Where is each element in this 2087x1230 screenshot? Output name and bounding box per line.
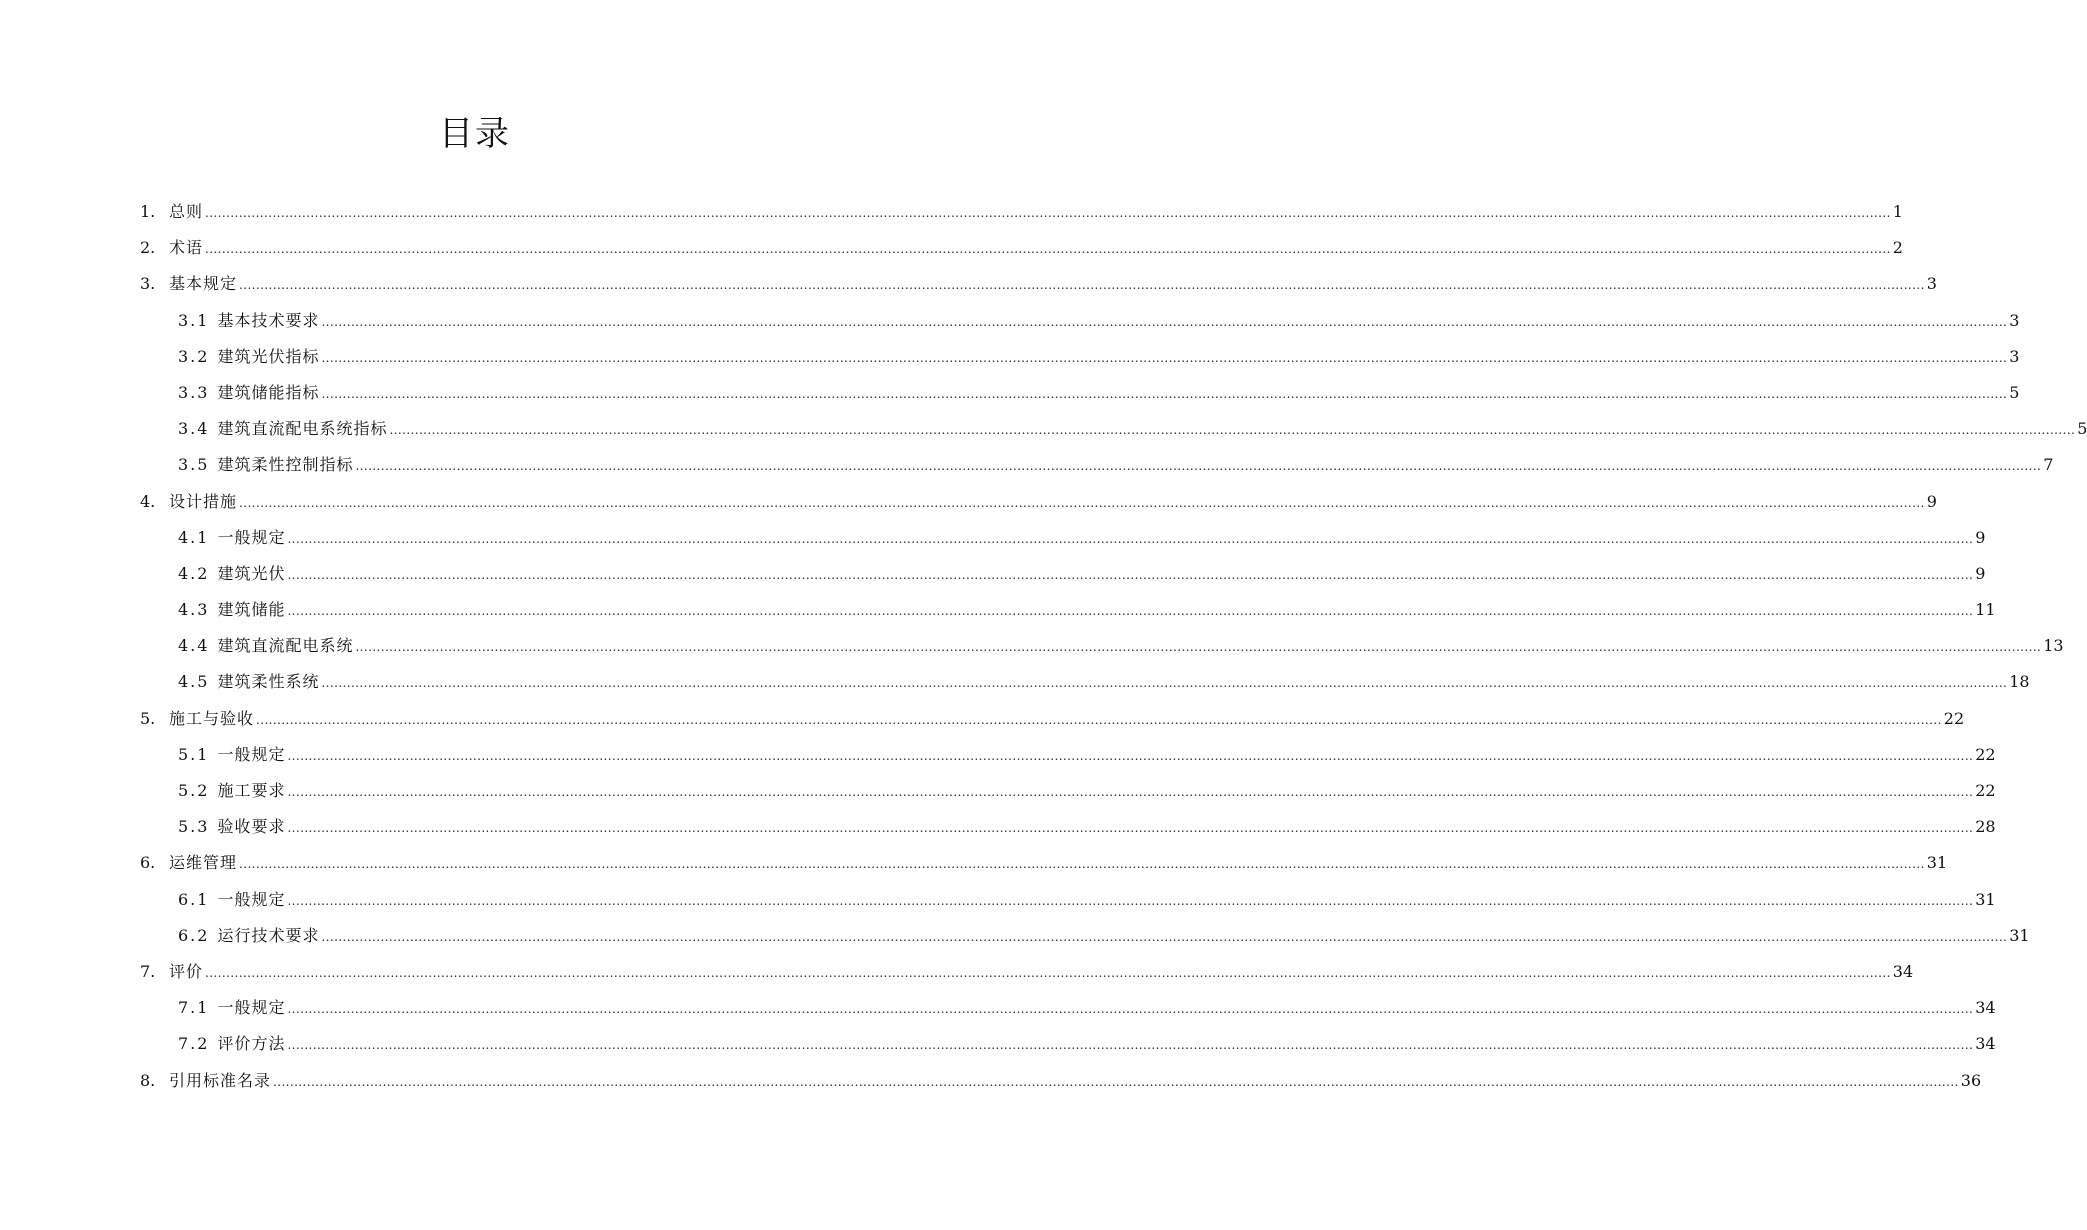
toc-entry[interactable] bbox=[140, 1063, 1982, 1099]
toc-entry[interactable] bbox=[140, 266, 1937, 302]
toc-entry-number: 5. bbox=[140, 708, 156, 728]
toc-entry-label: 一般规定 bbox=[217, 998, 286, 1018]
toc-entry-number: 1. bbox=[140, 202, 156, 221]
toc-entry[interactable] bbox=[140, 773, 1996, 809]
toc-entry[interactable] bbox=[140, 592, 1996, 628]
toc-entry-number: 4.1 bbox=[178, 527, 210, 547]
toc-entry-label: 设计措施 bbox=[169, 491, 238, 511]
toc-entry-number: 3. bbox=[140, 274, 156, 294]
toc-entry-page-number: 9 bbox=[1975, 527, 1986, 547]
toc-dot-leader: ................................................................................................................................................................................................................................................................................................................................................................................................................ bbox=[205, 206, 1891, 220]
toc-entry-label: 评价 bbox=[169, 961, 204, 981]
toc-dot-leader: ................................................................................................................................................................................................................................................................................................................................................................................................................ bbox=[321, 314, 2008, 329]
toc-entry-label: 验收要求 bbox=[217, 817, 286, 837]
toc-entry-number: 4. bbox=[140, 491, 156, 511]
toc-entry-page-number: 28 bbox=[1975, 817, 1996, 837]
toc-entry-page-number: 3 bbox=[1926, 274, 1937, 294]
toc-entry-page-number: 31 bbox=[2009, 925, 2030, 945]
toc-entry[interactable] bbox=[140, 701, 1965, 737]
toc-entry-page-number: 7 bbox=[2043, 455, 2054, 475]
toc-dot-leader: ................................................................................................................................................................................................................................................................................................................................................................................................................ bbox=[287, 1002, 1974, 1017]
toc-dot-leader: ................................................................................................................................................................................................................................................................................................................................................................................................................ bbox=[239, 495, 1925, 510]
toc-entry-page-number: 9 bbox=[1926, 491, 1937, 511]
toc-entry-number: 6. bbox=[140, 853, 156, 873]
toc-entry-number: 3.2 bbox=[178, 346, 210, 366]
toc-entry-label: 一般规定 bbox=[217, 527, 286, 547]
toc-dot-leader: ................................................................................................................................................................................................................................................................................................................................................................................................................ bbox=[287, 567, 1974, 582]
toc-entry-number: 4.5 bbox=[178, 672, 210, 692]
toc-entry[interactable] bbox=[140, 1026, 1996, 1062]
toc-entry-label: 建筑柔性控制指标 bbox=[217, 455, 354, 475]
toc-entry[interactable] bbox=[140, 556, 1986, 592]
toc-entry-number: 3.1 bbox=[178, 310, 210, 330]
toc-dot-leader: ................................................................................................................................................................................................................................................................................................................................................................................................................ bbox=[287, 893, 1974, 908]
toc-entry-page-number: 5 bbox=[2077, 419, 2087, 439]
toc-entry-number: 4.3 bbox=[178, 600, 210, 620]
toc-dot-leader: ................................................................................................................................................................................................................................................................................................................................................................................................................ bbox=[287, 531, 1974, 546]
toc-entry[interactable] bbox=[140, 664, 2030, 700]
toc-entry-label: 施工要求 bbox=[217, 781, 286, 800]
toc-entry[interactable] bbox=[140, 809, 1996, 845]
toc-dot-leader: ................................................................................................................................................................................................................................................................................................................................................................................................................ bbox=[321, 350, 2008, 365]
toc-entry-page-number: 2 bbox=[1892, 238, 1903, 258]
toc-entry-number: 3.3 bbox=[178, 382, 210, 402]
toc-dot-leader: ................................................................................................................................................................................................................................................................................................................................................................................................................ bbox=[239, 278, 1925, 293]
toc-entry-page-number: 22 bbox=[1975, 781, 1996, 800]
toc-entry-number: 8. bbox=[140, 1070, 156, 1090]
toc-entry[interactable] bbox=[140, 375, 2020, 411]
toc-dot-leader: ................................................................................................................................................................................................................................................................................................................................................................................................................ bbox=[256, 712, 1942, 727]
toc-entry[interactable] bbox=[140, 194, 1903, 230]
toc-entry-number: 7.2 bbox=[178, 1034, 210, 1054]
toc-dot-leader: ................................................................................................................................................................................................................................................................................................................................................................................................................ bbox=[321, 676, 2008, 691]
toc-entry[interactable] bbox=[140, 520, 1986, 556]
toc-entry-label: 评价方法 bbox=[217, 1034, 286, 1054]
toc-entry-number: 3.5 bbox=[178, 455, 210, 475]
toc-entry[interactable] bbox=[140, 484, 1937, 520]
toc-entry-page-number: 18 bbox=[2009, 672, 2030, 692]
toc-entry-page-number: 36 bbox=[1960, 1070, 1982, 1090]
toc-entry[interactable] bbox=[140, 882, 1996, 918]
toc-entry-label: 建筑光伏 bbox=[217, 563, 286, 583]
toc-entry-number: 3.4 bbox=[178, 419, 210, 439]
toc-entry-page-number: 1 bbox=[1892, 202, 1903, 221]
toc-entry-page-number: 22 bbox=[1943, 708, 1965, 728]
toc-entry[interactable] bbox=[140, 230, 1903, 266]
table-of-contents bbox=[140, 194, 2087, 1099]
toc-entry[interactable] bbox=[140, 628, 2064, 664]
toc-entry[interactable] bbox=[140, 303, 2020, 339]
toc-entry-page-number: 3 bbox=[2009, 346, 2020, 366]
toc-entry-number: 6.1 bbox=[178, 889, 210, 909]
toc-entry-page-number: 34 bbox=[1892, 961, 1914, 981]
toc-dot-leader: ................................................................................................................................................................................................................................................................................................................................................................................................................ bbox=[205, 242, 1891, 257]
toc-entry-label: 基本技术要求 bbox=[217, 310, 320, 330]
toc-dot-leader: ................................................................................................................................................................................................................................................................................................................................................................................................................ bbox=[355, 459, 2042, 474]
toc-entry-page-number: 31 bbox=[1926, 853, 1948, 873]
toc-entry-label: 建筑柔性系统 bbox=[217, 672, 320, 692]
toc-entry-number: 5.1 bbox=[178, 744, 210, 764]
toc-entry-number: 2. bbox=[140, 238, 156, 258]
toc-entry-label: 术语 bbox=[169, 238, 204, 258]
toc-entry-number: 7.1 bbox=[178, 998, 210, 1018]
toc-dot-leader: ................................................................................................................................................................................................................................................................................................................................................................................................................ bbox=[355, 640, 2042, 655]
toc-entry[interactable] bbox=[140, 339, 2020, 375]
toc-dot-leader: ................................................................................................................................................................................................................................................................................................................................................................................................................ bbox=[321, 386, 2008, 401]
toc-entry-page-number: 34 bbox=[1975, 998, 1996, 1018]
toc-entry-label: 运维管理 bbox=[169, 853, 238, 873]
toc-dot-leader: ................................................................................................................................................................................................................................................................................................................................................................................................................ bbox=[239, 857, 1925, 872]
toc-entry-page-number: 3 bbox=[2009, 310, 2020, 330]
toc-dot-leader: ................................................................................................................................................................................................................................................................................................................................................................................................................ bbox=[205, 965, 1891, 980]
toc-entry-number: 7. bbox=[140, 961, 156, 981]
toc-entry-label: 建筑光伏指标 bbox=[217, 346, 320, 366]
toc-entry-label: 运行技术要求 bbox=[217, 925, 320, 945]
toc-entry-label: 施工与验收 bbox=[169, 708, 255, 728]
toc-entry-label: 一般规定 bbox=[217, 889, 286, 909]
page-title: 目录 bbox=[439, 114, 511, 154]
toc-dot-leader: ................................................................................................................................................................................................................................................................................................................................................................................................................ bbox=[389, 423, 2076, 438]
toc-entry-page-number: 11 bbox=[1975, 600, 1996, 620]
toc-entry-label: 建筑直流配电系统指标 bbox=[217, 419, 388, 439]
toc-entry[interactable] bbox=[140, 990, 1996, 1026]
toc-entry-label: 一般规定 bbox=[217, 744, 286, 764]
toc-entry-page-number: 31 bbox=[1975, 889, 1996, 909]
toc-entry-label: 建筑直流配电系统 bbox=[217, 636, 354, 656]
toc-entry-number: 5.2 bbox=[178, 781, 210, 800]
toc-entry-number: 4.2 bbox=[178, 563, 210, 583]
toc-entry-number: 4.4 bbox=[178, 636, 210, 656]
toc-dot-leader: ................................................................................................................................................................................................................................................................................................................................................................................................................ bbox=[287, 1038, 1974, 1053]
toc-dot-leader: ................................................................................................................................................................................................................................................................................................................................................................................................................ bbox=[287, 604, 1974, 619]
toc-entry-page-number: 9 bbox=[1975, 563, 1986, 583]
toc-dot-leader: ................................................................................................................................................................................................................................................................................................................................................................................................................ bbox=[273, 1074, 1959, 1089]
toc-entry-page-number: 5 bbox=[2009, 382, 2020, 402]
toc-dot-leader: ................................................................................................................................................................................................................................................................................................................................................................................................................ bbox=[287, 748, 1974, 763]
toc-entry-label: 基本规定 bbox=[169, 274, 238, 294]
toc-entry[interactable] bbox=[140, 411, 2087, 447]
toc-entry-page-number: 22 bbox=[1975, 744, 1996, 764]
toc-dot-leader: ................................................................................................................................................................................................................................................................................................................................................................................................................ bbox=[287, 821, 1974, 836]
toc-entry-label: 建筑储能指标 bbox=[217, 382, 320, 402]
toc-entry-page-number: 13 bbox=[2043, 636, 2064, 656]
toc-entry[interactable] bbox=[140, 845, 1948, 881]
toc-entry-label: 引用标准名录 bbox=[169, 1070, 272, 1090]
toc-dot-leader: ................................................................................................................................................................................................................................................................................................................................................................................................................ bbox=[287, 785, 1974, 799]
toc-entry[interactable] bbox=[140, 918, 2030, 954]
toc-entry-label: 建筑储能 bbox=[217, 600, 286, 620]
toc-dot-leader: ................................................................................................................................................................................................................................................................................................................................................................................................................ bbox=[321, 929, 2008, 944]
toc-entry-page-number: 34 bbox=[1975, 1034, 1996, 1054]
toc-entry[interactable] bbox=[140, 447, 2054, 483]
toc-entry[interactable] bbox=[140, 954, 1914, 990]
toc-entry-number: 5.3 bbox=[178, 817, 210, 837]
toc-entry[interactable] bbox=[140, 737, 1996, 773]
toc-entry-number: 6.2 bbox=[178, 925, 210, 945]
toc-entry-label: 总则 bbox=[169, 202, 204, 221]
